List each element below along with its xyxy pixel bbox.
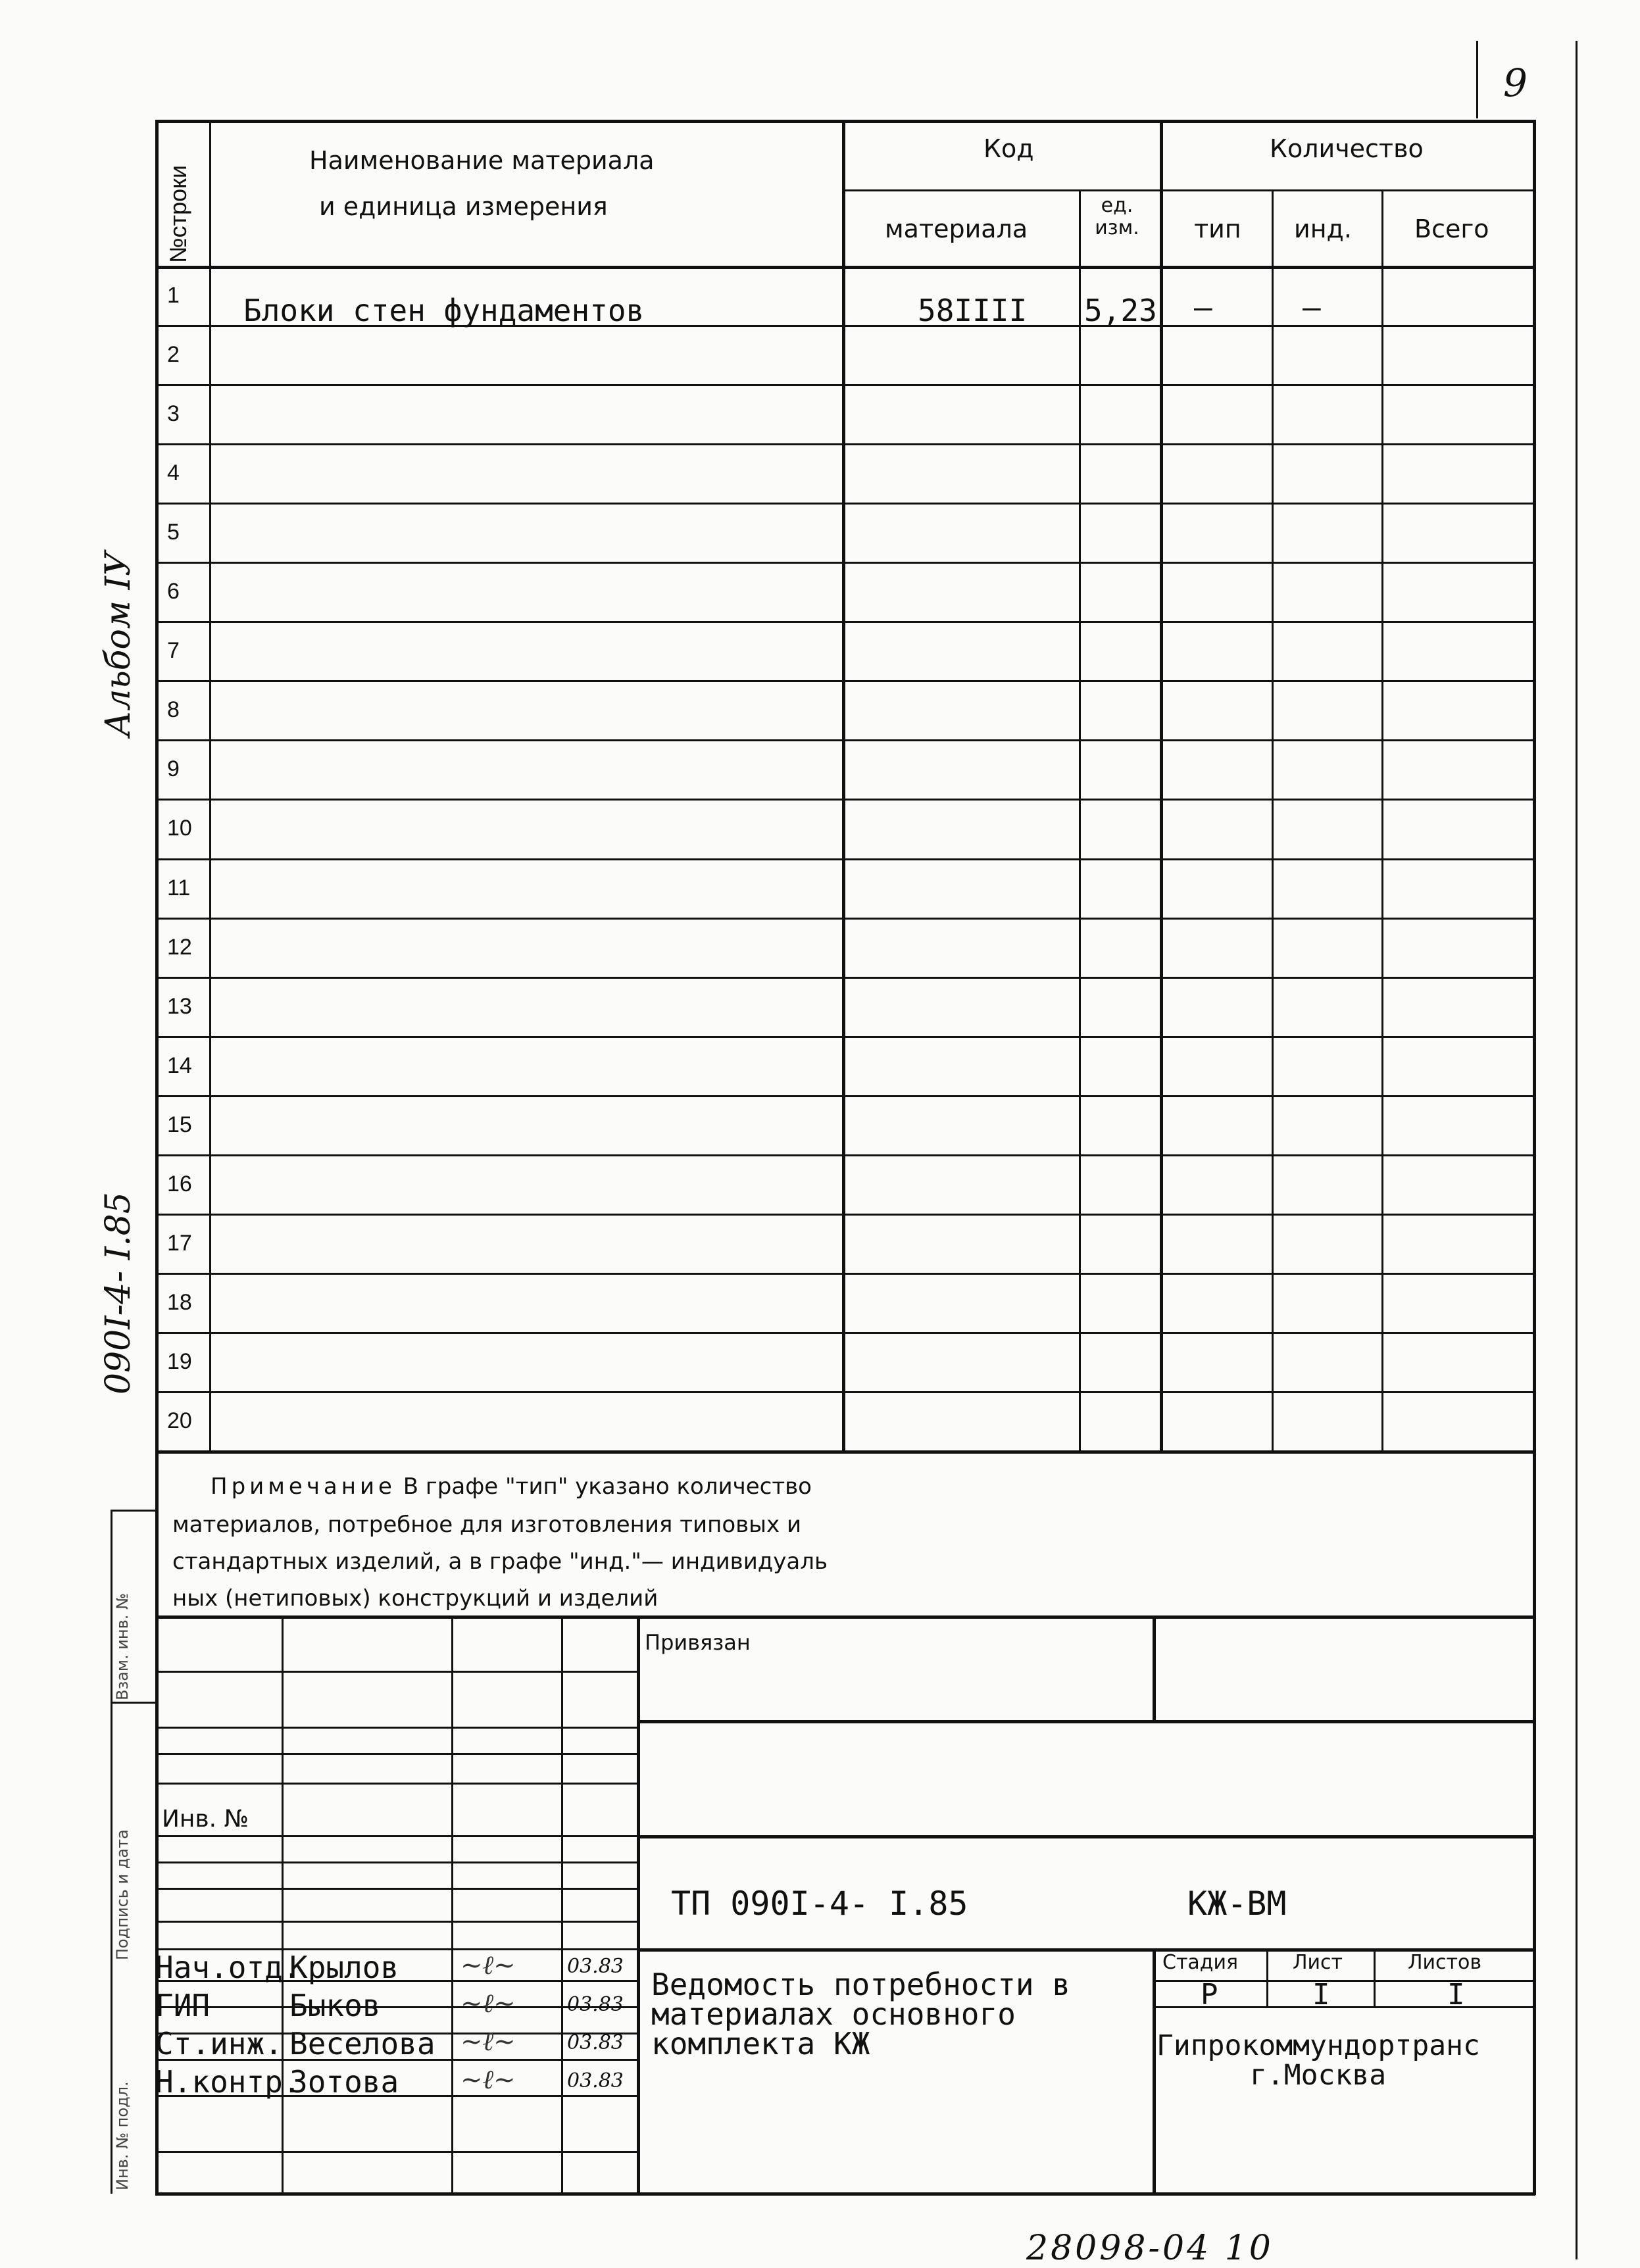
note-line2: материалов, потребное для изготовления типовых и: [172, 1512, 802, 1538]
row-number: 16: [167, 1171, 192, 1196]
header-code: Код: [983, 134, 1034, 163]
signer-grid-line: [155, 2151, 637, 2153]
signer-role: ГИП: [155, 1988, 211, 2023]
signature-mark: ~ℓ~: [460, 1950, 516, 1981]
row-number: 5: [167, 520, 180, 545]
inv-no-label: Инв. №: [162, 1806, 249, 1833]
tb-line-bound: [637, 1720, 1535, 1723]
header-qty-type: тип: [1194, 214, 1241, 243]
row1-ind: –: [1303, 289, 1321, 325]
sig-col-2: [451, 1615, 453, 2194]
header-code-unit: ед. изм.: [1095, 194, 1139, 239]
header-name-line2: и единица измерения: [319, 192, 608, 221]
stage-value: Р: [1201, 1978, 1218, 2011]
table-column-line: [1381, 189, 1383, 1450]
stamp-label-signature: Подпись и дата: [113, 1829, 132, 1960]
tb-vertical-bound: [1153, 1615, 1156, 1720]
table-row: [155, 621, 1535, 623]
table-column-line: [1079, 189, 1081, 1450]
row-number: 3: [167, 401, 180, 427]
signer-date: 03.83: [567, 1993, 624, 2016]
sheet-value: I: [1312, 1978, 1330, 2011]
doc-title-2: материалах основного: [651, 1996, 1016, 2032]
row-number: 19: [167, 1348, 192, 1374]
stamp-label-inventory: Инв. № подл.: [113, 2081, 132, 2190]
tb-vertical-stage: [1153, 1948, 1156, 2195]
tb-line-code: [637, 1835, 1535, 1838]
signer-grid-line: [155, 1888, 637, 1890]
table-row: [155, 384, 1535, 386]
signer-date: 03.83: [567, 1955, 624, 1978]
table-row: [155, 1273, 1535, 1275]
table-column-line: [209, 120, 211, 1450]
row-number: 11: [167, 875, 191, 900]
signer-name: Крылов: [289, 1950, 399, 1985]
row-number: 6: [167, 579, 180, 604]
bound-label: Привязан: [645, 1630, 751, 1655]
header-qty-ind: инд.: [1294, 214, 1352, 243]
header-sub-line: [842, 189, 1533, 191]
table-column-line: [1272, 189, 1274, 1450]
series-label: 090I-4- I.85: [99, 1192, 138, 1394]
row-number: 9: [167, 756, 180, 782]
signer-name: Зотова: [289, 2064, 399, 2100]
signer-grid-line: [155, 1727, 637, 1729]
table-row: [155, 739, 1535, 741]
row-number: 17: [167, 1230, 192, 1256]
stamp-strip-line: [111, 1702, 155, 1704]
table-row: [155, 977, 1535, 979]
org-city: г.Москва: [1250, 2059, 1387, 2092]
frame-bottom: [155, 2192, 1535, 2196]
row1-name: Блоки стен фундаментов: [243, 293, 645, 328]
row-number: 4: [167, 460, 180, 486]
row-number: 13: [167, 993, 192, 1019]
signer-grid-line: [155, 1671, 637, 1673]
page-number: 9: [1503, 61, 1528, 105]
doc-title-1: Ведомость потребности в: [651, 1967, 1070, 2002]
table-row: [155, 1391, 1535, 1393]
header-quantity: Количество: [1270, 134, 1424, 163]
title-block-top: [155, 1615, 1535, 1619]
table-column-line: [1160, 120, 1163, 1450]
row-number: 18: [167, 1289, 192, 1315]
note-label: Примечание: [211, 1473, 396, 1500]
table-row: [155, 503, 1535, 505]
header-code-material: материала: [885, 214, 1028, 243]
table-row: [155, 1095, 1535, 1097]
row-number: 15: [167, 1112, 192, 1137]
row-number: 20: [167, 1408, 192, 1433]
table-row: [155, 562, 1535, 564]
row-number: 1: [167, 283, 180, 308]
signer-date: 03.83: [567, 2069, 624, 2092]
table-column-line: [842, 120, 845, 1450]
signature-mark: ~ℓ~: [460, 2065, 516, 2095]
signer-name: Быков: [289, 1988, 381, 2023]
tb-vertical-main: [637, 1615, 640, 2194]
sig-col-1: [282, 1615, 284, 2194]
stage-label: Стадия: [1162, 1951, 1239, 1974]
table-row: [155, 1036, 1535, 1038]
table-row: [155, 858, 1535, 860]
frame-top: [155, 120, 1535, 123]
sheets-value: I: [1447, 1978, 1465, 2011]
signer-grid-line: [155, 1783, 637, 1785]
sig-col-3: [561, 1615, 563, 2194]
doc-title-3: комплекта КЖ: [651, 2026, 870, 2061]
signer-grid-line: [155, 1753, 637, 1755]
row-number: 7: [167, 638, 180, 664]
note-line4: ных (нетиповых) конструкций и изделий: [172, 1585, 658, 1612]
table-row: [155, 443, 1535, 445]
album-label: Альбом IУ: [99, 551, 138, 737]
table-row: [155, 799, 1535, 801]
signer-grid-line: [155, 1921, 637, 1923]
header-bottom-line: [155, 266, 1535, 269]
page-number-box-left: [1476, 41, 1478, 118]
row-number: 14: [167, 1052, 192, 1078]
signer-grid-line: [155, 2006, 637, 2008]
tb-line-title: [637, 1948, 1535, 1952]
row1-material-code: 58IIII: [918, 293, 1028, 328]
signature-mark: ~ℓ~: [460, 1988, 516, 2019]
signer-date: 03.83: [567, 2031, 624, 2054]
signer-grid-line: [155, 1861, 637, 1863]
sheets-label: Листов: [1408, 1951, 1482, 1974]
signer-role: Ст.инж.: [155, 2026, 283, 2061]
table-bottom-line: [155, 1450, 1535, 1454]
header-row-number: №строки: [164, 164, 191, 263]
header-name-line1: Наименование материала: [309, 146, 655, 175]
stamp-label-replace: Взам. инв. №: [113, 1593, 132, 1700]
archive-number: 28098-04 10: [1026, 2229, 1274, 2268]
signer-name: Веселова: [289, 2026, 435, 2061]
doc-code: ТП 090I-4- I.85: [671, 1885, 968, 1923]
sheet-label: Лист: [1293, 1951, 1343, 1974]
org-name: Гипрокоммундортранс: [1156, 2029, 1480, 2062]
row-number: 10: [167, 816, 192, 841]
row-number: 2: [167, 342, 180, 368]
row-number: 12: [167, 934, 192, 960]
note-line1: [211, 1473, 812, 1500]
signer-role: Н.контр.: [155, 2064, 301, 2100]
signer-role: Нач.отд.: [155, 1950, 301, 1985]
table-row: [155, 918, 1535, 920]
tb-stage-div-2: [1374, 1948, 1376, 2008]
table-row: [155, 1154, 1535, 1156]
stamp-strip-line: [111, 1510, 155, 1512]
table-row: [155, 1332, 1535, 1334]
note-text-1: В графе "тип" указано количество: [403, 1473, 812, 1500]
doc-mark: КЖ-ВМ: [1187, 1885, 1287, 1923]
frame-left: [155, 120, 159, 2195]
header-qty-total: Всего: [1414, 214, 1489, 243]
note-line3: стандартных изделий, а в графе "инд."— индивидуаль: [172, 1548, 828, 1575]
table-row: [155, 680, 1535, 682]
row-number: 8: [167, 697, 180, 723]
signature-mark: ~ℓ~: [460, 2027, 516, 2057]
tb-stage-div-1: [1266, 1948, 1268, 2008]
row1-type: –: [1194, 289, 1212, 325]
frame-right: [1533, 120, 1536, 2195]
stamp-strip-left: [111, 1510, 112, 2194]
table-row: [155, 1214, 1535, 1216]
signer-grid-line: [155, 1835, 637, 1837]
row1-unit-code: 5,23: [1084, 293, 1157, 328]
right-border-line: [1576, 41, 1578, 2259]
